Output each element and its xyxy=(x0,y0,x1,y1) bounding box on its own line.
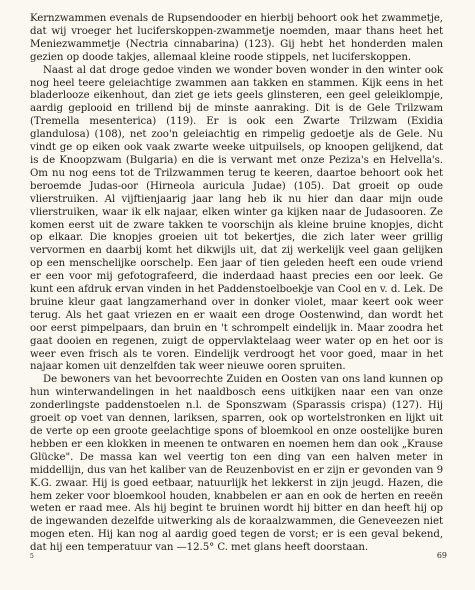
paragraph-2: Naast al dat droge gedoe vinden we wonder boven wonder in den winter ook nog heel teere geleiachtige zwammen aan takken en stammen. Kijk eens in het bladerlooze eikenhout, dan ziet ge iets geels glinsteren, een geel geleiklompje, aardig geplooid en trillend bij de minste aanraking. Dit is de Gele Trilzwam (Tremella mesenterica) (119). Er is ook een Zwarte Trilzwam (Exidia glandulosa) (108), net zoo'n geleiachtig en rimpelig gedoetje als de Gele. Nu vindt ge op eiken ook vaak zwarte weeke uitpuilsels, op knoopen gelijkend, dat is de Knoopzwam (Bulgaria) en die is verwant met onze Peziza's en Helvella's. Om nu nog eens tot de Trilzwammen terug te keeren, daartoe behoort ook het beroemde Judas-oor (Hirneola auricula Judae) (105). Dat groeit op oude vlierstruiken. Al vijftienjaarig jaar lang heb ik nu hier dan daar mijn oude vlierstruiken, waar ik elk najaar, elken winter ga kijken naar de Judasooren. Ze komen eerst uit de zware takken te voorschijn als kleine bruine knopjes, dicht op elkaar. Die knopjes groeien uit tot bekertjes, die zich later weer grillig vervormen en daarbij komt het dikwijls uit, dat zij werkelijk veel gaan gelijken op een menschelijke oorschelp. Een jaar of tien geleden heeft een oude vriend er een voor mij gefotografeerd, die inderdaad haast precies een oor leek. Ge kunt een afdruk ervan vinden in het Paddenstoelboekje van Cool en v. d. Lek. De bruine kleur gaat langzamerhand over in donker violet, maar keert ook weer terug. Als het gaat vriezen en er waait een droge Oostenwind, dan wordt het oor eerst pimpelpaars, dan bruin en 't schrompelt eindelijk in. Maar zoodra het gaat dooien en regenen, zuigt de oppervlaktelaag weer water op en het oor is weer even frisch als te voren. Eindelijk verdroogt het voor goed, maar in het najaar komen uit denzelfden tak weer nieuwe ooren spruiten. xyxy=(30,64,443,373)
paragraph-3: De bewoners van het bevoorrechte Zuiden en Oosten van ons land kunnen op hun winterwandelingen in het naaldbosch eens uitkijken naar een van onze zonderlingste paddenstoelen n.l. de Sponszwam (Sparassis crispa) (127). Hij groeit op voet van dennen, lariksen, sparren, ook op wortelstronken en lijkt uit de verte op een groote geelachtige spons of bloemkool en onze oostelijke buren hebben er een klokken in meenen te ontwaren en noemen hem dan ook „Krause Glücke". De massa kan wel veertig ton een ding van een halven meter in middellijn, dus van het kaliber van de Reuzenbovist en er zijn er gevonden van 9 K.G. zwaar. Hij is goed eetbaar, natuurlijk het lekkerst in zijn jeugd. Hazen, die hem zeker voor bloemkool houden, knabbelen er aan en ook de herten en reeën weten er raad mee. Als hij begint te bruinen wordt hij bitter en dan heeft hij op de ingewanden dezelfde uitwerking als de koraalzwammen, die Geneveezen niet mogen eten. Hij kan nog al aardig goed tegen de vorst; er is een geval bekend, dat hij een temperatuur van —12.5° C. met glans heeft doorstaan. xyxy=(30,374,443,554)
page-number: 69 xyxy=(436,551,447,560)
signature-mark: 5 xyxy=(30,553,34,560)
body-text xyxy=(30,13,443,555)
paragraph-1: Kernzwammen evenals de Rupsendooder en hierbij behoort ook het zwammetje, dat wij vroeger het luciferskoppen-zwammetje noemden, maar thans heet het Meniezwammetje (Nectria cinnabarina) (123). Gij hebt het honderden malen gezien op doode takjes, allemaal kleine roode stippels, net luciferskoppen. xyxy=(30,13,443,63)
